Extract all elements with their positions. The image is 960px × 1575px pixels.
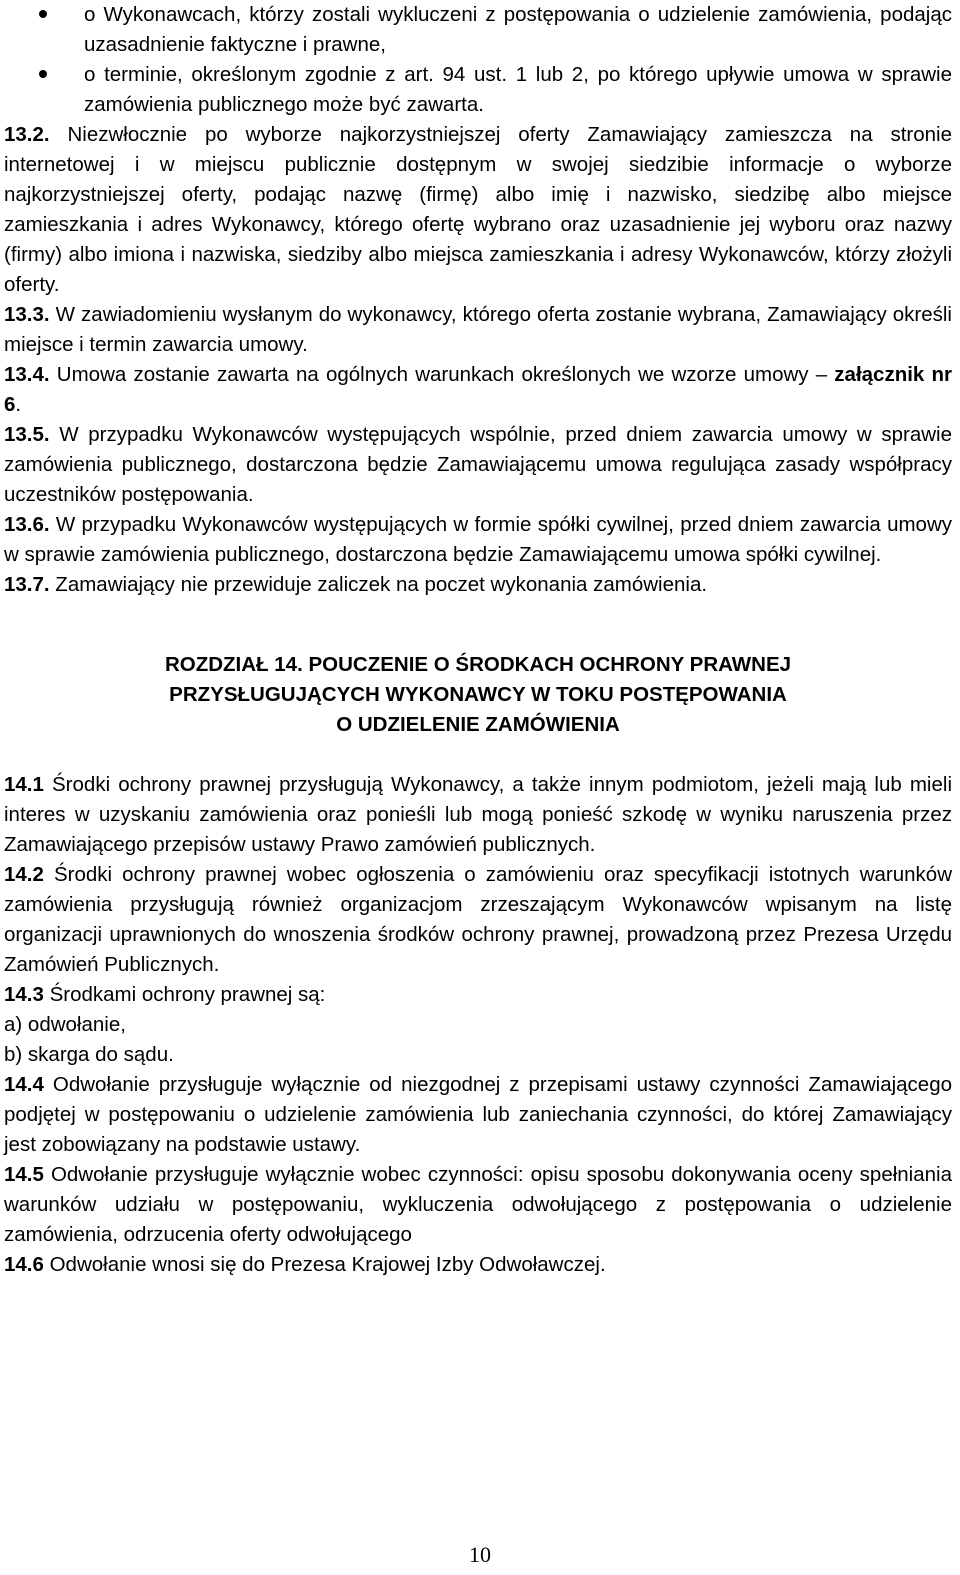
- paragraph-text: Odwołanie przysługuje wyłącznie wobec czynności: opisu sposobu dokonywania oceny spełniania warunków udziału w postępowaniu, wykluczenia odwołującego z postępowania o udzielenie zamówienia, odrzucenia oferty odwołującego: [4, 1163, 952, 1246]
- paragraph-number: 14.6: [4, 1253, 44, 1276]
- paragraph-number: 13.4.: [4, 363, 50, 386]
- paragraph-14-4: [4, 1070, 952, 1160]
- list-item: [4, 0, 952, 60]
- paragraph-number: 14.3: [4, 983, 44, 1006]
- paragraph-14-6: [4, 1250, 952, 1280]
- paragraph-number: 14.4: [4, 1073, 44, 1096]
- attachment-reference: załącznik nr 6: [4, 363, 952, 416]
- paragraph-number: 13.3.: [4, 303, 50, 326]
- chapter-heading: [4, 650, 952, 740]
- paragraph-text: W przypadku Wykonawców występujących wspólnie, przed dniem zawarcia umowy w sprawie zamówienia publicznego, dostarczona będzie Zamawiającemu umowa regulująca zasady współpracy uczestników postępowania.: [4, 423, 952, 506]
- paragraph-14-5: [4, 1160, 952, 1250]
- paragraph-text: Środkami ochrony prawnej są:: [43, 983, 326, 1006]
- paragraph-text: W przypadku Wykonawców występujących w formie spółki cywilnej, przed dniem zawarcia umowy w sprawie zamówienia publicznego, dostarczona będzie Zamawiającemu umowa spółki cywilnej.: [4, 513, 952, 566]
- list-item: [4, 60, 952, 120]
- paragraph-14-1: [4, 770, 952, 860]
- paragraph-number: 14.5: [4, 1163, 44, 1186]
- bullet-text: o Wykonawcach, którzy zostali wykluczeni z postępowania o udzielenie zamówienia, podając uzasadnienie faktyczne i prawne,: [84, 3, 952, 56]
- paragraph-text: Zamawiający nie przewiduje zaliczek na poczet wykonania zamówienia.: [49, 573, 708, 596]
- paragraph-14-3: [4, 980, 952, 1010]
- list-item: a) odwołanie,: [4, 1013, 126, 1036]
- paragraph-number: 13.6.: [4, 513, 50, 536]
- paragraph-13-5: [4, 420, 952, 510]
- paragraph-number: 13.7.: [4, 573, 50, 596]
- chapter-heading-line: PRZYSŁUGUJĄCYCH WYKONAWCY W TOKU POSTĘPOWANIA: [169, 683, 787, 706]
- paragraph-text: Niezwłocznie po wyborze najkorzystniejszej oferty Zamawiający zamieszcza na stronie internetowej i w miejscu publicznie dostępnym w swojej siedzibie informacje o wyborze najkorzystniejszej oferty, podając nazwę (firmę) albo imię i nazwisko, siedzibę albo miejsce zamieszkania i adres Wykonawcy, którego ofertę wybrano oraz uzasadnienie jej wyboru oraz nazwy (firmy) albo imiona i nazwiska, siedziby albo miejsca zamieszkania i adresy Wykonawców, którzy złożyli oferty.: [4, 123, 952, 296]
- paragraph-text: Umowa zostanie zawarta na ogólnych warunkach określonych we wzorze umowy –: [49, 363, 835, 386]
- paragraph-number: 13.5.: [4, 423, 50, 446]
- paragraph-13-4: [4, 360, 952, 420]
- paragraph-13-3: [4, 300, 952, 360]
- paragraph-number: 14.2: [4, 863, 44, 886]
- paragraph-number: 14.1: [4, 773, 44, 796]
- page-number: 10: [469, 1542, 491, 1567]
- bullet-text: o terminie, określonym zgodnie z art. 94 ust. 1 lub 2, po którego upływie umowa w sprawie zamówienia publicznego może być zawarta.: [84, 63, 952, 116]
- chapter-heading-line: O UDZIELENIE ZAMÓWIENIA: [336, 713, 620, 736]
- bullet-icon: [39, 70, 47, 78]
- list-item: b) skarga do sądu.: [4, 1043, 174, 1066]
- document-body: [4, 0, 952, 1280]
- paragraph-number: 13.2.: [4, 123, 50, 146]
- paragraph-text: Środki ochrony prawnej wobec ogłoszenia o zamówieniu oraz specyfikacji istotnych warunków zamówienia przysługują również organizacjom zrzeszającym Wykonawców wpisanym na listę organizacji uprawnionych do wnoszenia środków ochrony prawnej, prowadzoną przez Prezesa Urzędu Zamówień Publicznych.: [4, 863, 952, 976]
- chapter-heading-line: ROZDZIAŁ 14. POUCZENIE O ŚRODKACH OCHRONY PRAWNEJ: [164, 653, 792, 676]
- paragraph-13-6: [4, 510, 952, 570]
- paragraph-14-2: [4, 860, 952, 980]
- paragraph-text: Środki ochrony prawnej przysługują Wykonawcy, a także innym podmiotom, jeżeli mają lub mieli interes w uzyskaniu zamówienia oraz ponieśli lub mogą ponieść szkodę w wyniku naruszenia przez Zamawiającego przepisów ustawy Prawo zamówień publicznych.: [4, 773, 952, 856]
- paragraph-tail: .: [15, 393, 22, 416]
- paragraph-13-2: [4, 120, 952, 300]
- paragraph-text: Odwołanie przysługuje wyłącznie od niezgodnej z przepisami ustawy czynności Zamawiającego podjętej w postępowaniu o udzielenie zamówienia lub zaniechania czynności, do której Zamawiający jest zobowiązany na podstawie ustawy.: [4, 1073, 952, 1156]
- paragraph-text: W zawiadomieniu wysłanym do wykonawcy, którego oferta zostanie wybrana, Zamawiający określi miejsce i termin zawarcia umowy.: [4, 303, 952, 356]
- bullet-icon: [39, 10, 47, 18]
- paragraph-text: Odwołanie wnosi się do Prezesa Krajowej Izby Odwoławczej.: [43, 1253, 606, 1276]
- paragraph-13-7: [4, 570, 952, 600]
- bullet-list: [4, 0, 952, 120]
